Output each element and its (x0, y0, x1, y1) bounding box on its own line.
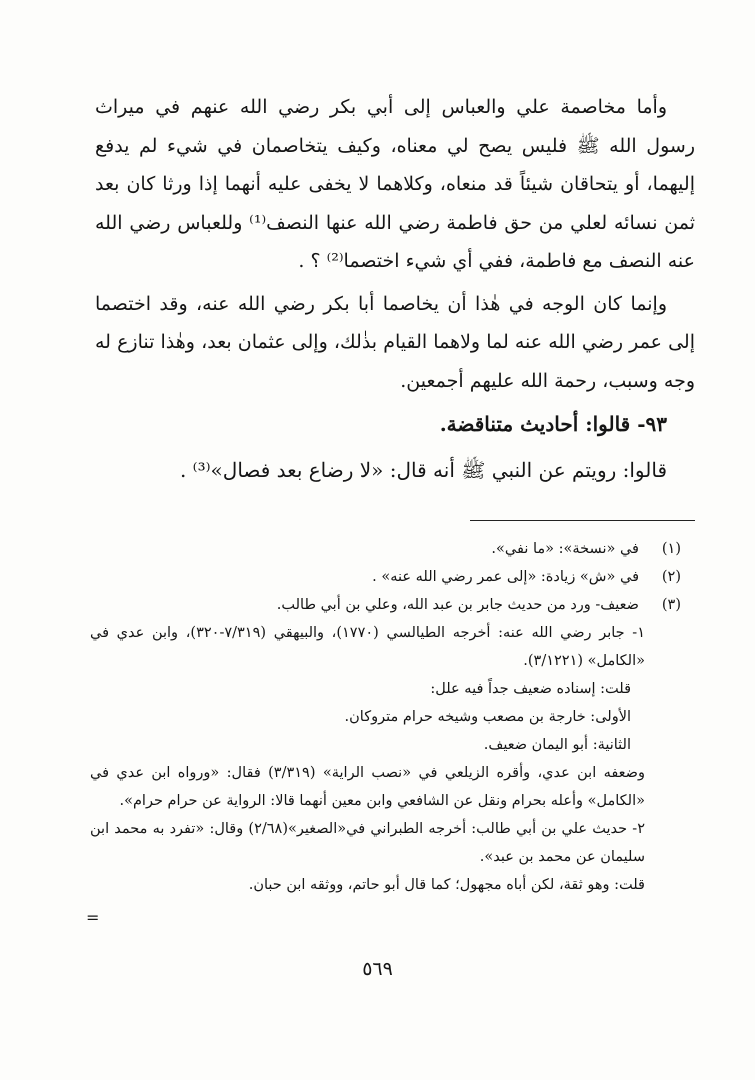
hadith-quote: قالوا: رويتم عن النبي ﷺ أنه قال: «لا رضاع بعد فصال»⁽³⁾ . (179, 458, 667, 482)
footnote-text: ضعيف- ورد من حديث جابر بن عبد الله، وعلي بن أبي طالب. (276, 597, 639, 613)
footnotes (90, 535, 695, 899)
footnote-qultu-trustworthy: قلت: وهو ثقة، لكن أباه مجهول؛ كما قال أبو حاتم، ووثقه ابن حبان. (248, 877, 645, 893)
footnote-zaylai: وضعفه ابن عدي، وأقره الزيلعي في «نصب الراية» (٣/٣١٩) فقال: «ورواه ابن عدي في «الكامل» وأعله بحرام ونقل عن الشافعي وابن معين أنهما قالا: الرواية عن حرام حرام». (90, 765, 645, 809)
footnote-qultu-weak: قلت: إسناده ضعيف جداً فيه علل: (430, 681, 631, 697)
footnote-first-defect: الأولى: خارجة بن مصعب وشيخه حرام متروكان. (344, 709, 631, 725)
footnote-2 (90, 563, 695, 591)
footnote-second-defect: الثانية: أبو اليمان ضعيف. (483, 737, 631, 753)
footnote-number: (١) (661, 541, 681, 557)
footnote-3 (90, 591, 695, 619)
footnote-text: في «ش» زيادة: «إلى عمر رضي الله عنه» . (372, 569, 639, 585)
footnote-1 (90, 535, 695, 563)
paragraph-inheritance-dispute: وأما مخاصمة علي والعباس إلى أبي بكر رضي الله عنهم في ميراث رسول الله ﷺ فليس يصح لي معناه، وكيف يتخاصمان في شيء لم يدفع إليهما، أو يتحاقان شيئاً قد منعاه، وكلاهما لا يخفى عليه أنهما إذا ورثا كان بعد ثمن نسائه لعلي من حق فاطمة رضي الله عنها النصف⁽¹⁾ وللعباس رضي الله عنه النصف مع فاطمة، ففي أي شيء اختصما⁽²⁾ ؟ . (95, 96, 695, 272)
footnote-number: (٢) (661, 569, 681, 585)
footnote-text: في «نسخة»: «ما نفي». (491, 541, 639, 557)
footnote-ali-narration: ٢- حديث علي بن أبي طالب: أخرجه الطبراني في«الصغير»(٢/٦٨) وقال: «تفرد به محمد ابن سليمان عن محمد بن عبد». (90, 821, 645, 865)
paragraph-proper-dispute: وإنما كان الوجه في هٰذا أن يخاصما أبا بكر رضي الله عنه، وقد اختصما إلى عمر رضي الله عنه لما ولاهما القيام بذٰلك، وإلى عثمان بعد، وهٰذا تنازع له وجه وسبب، رحمة الله عليهم أجمعين. (95, 292, 695, 392)
section-heading: ٩٣- قالوا: أحاديث متناقضة. (439, 412, 667, 436)
main-text (95, 88, 695, 490)
footnote-jabir-narration: ١- جابر رضي الله عنه: أخرجه الطيالسي (١٧٧٠)، والبيهقي (٧/٣١٩-٣٢٠)، وابن عدي في «الكامل» (٣/١٢٢١). (90, 625, 645, 669)
page-number: ٥٦٩ (362, 958, 393, 980)
footnote-divider (470, 520, 695, 521)
continuation-mark: = (86, 908, 100, 927)
footnote-number: (٣) (661, 597, 681, 613)
